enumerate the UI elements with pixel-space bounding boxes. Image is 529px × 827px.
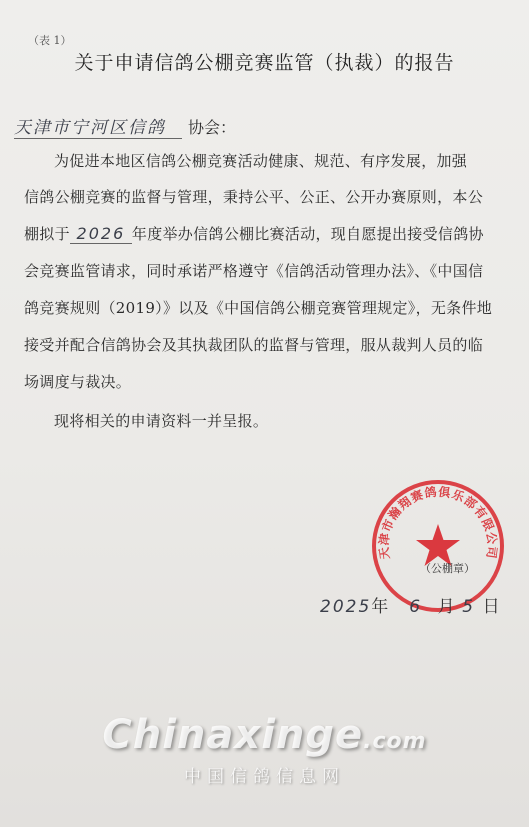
watermark-subtitle: 中国信鸽信息网 (184, 767, 345, 787)
date-day: 5 (462, 597, 476, 617)
body-line-6: 接受并配合信鸽协会及其执裁团队的监督与管理，服从裁判人员的临 (24, 336, 484, 354)
body-line-7: 场调度与裁决。 (24, 373, 132, 391)
body-line-2: 信鸽公棚竞赛的监督与管理，秉持公平、公正、公开办赛原则，本公 (24, 188, 484, 206)
date-day-char: 日 (482, 597, 500, 617)
body-line-5: 鸽竞赛规则（2019）》以及《中国信鸽公棚竞赛管理规定》，无条件地 (24, 299, 493, 317)
body-line-4: 会竞赛监管请求，同时承诺严格遵守《信鸽活动管理办法》、《中国信 (24, 262, 484, 280)
handwritten-addressee: 天津市宁河区信鸽 (14, 113, 182, 139)
body-line-1: 为促进本地区信鸽公棚竞赛活动健康、规范、有序发展，加强 (54, 152, 468, 170)
seal-label: （公棚章） (420, 562, 475, 575)
watermark-brand-name: Chinaxinge (102, 712, 364, 758)
date-month: 6 (409, 597, 423, 617)
addressee-suffix: 协会： (188, 118, 237, 137)
addressee-line (14, 113, 236, 139)
watermark-brand (0, 712, 529, 758)
body-paragraph-2: 现将相关的申请资料一并呈报。 (54, 412, 269, 430)
watermark-domain: .com (363, 729, 427, 754)
date-year-char: 年 (371, 597, 389, 617)
handwritten-year: 2026 (70, 224, 132, 244)
seal-text: 天津市瀚翔赛鸽俱乐部有限公司 (376, 484, 500, 561)
form-number: （表 1） (28, 34, 72, 47)
date-month-char: 月 (437, 597, 455, 617)
body-line-3-pre: 棚拟于 (24, 225, 70, 243)
body-line-3 (24, 223, 514, 244)
document-title: 关于申请信鸽公棚竞赛监管（执裁）的报告 (74, 52, 455, 74)
body-line-3-post: 年度举办信鸽公棚比赛活动，现自愿提出接受信鸽协 (131, 225, 484, 243)
date-year: 2025 (320, 597, 372, 617)
date-line (320, 592, 520, 617)
